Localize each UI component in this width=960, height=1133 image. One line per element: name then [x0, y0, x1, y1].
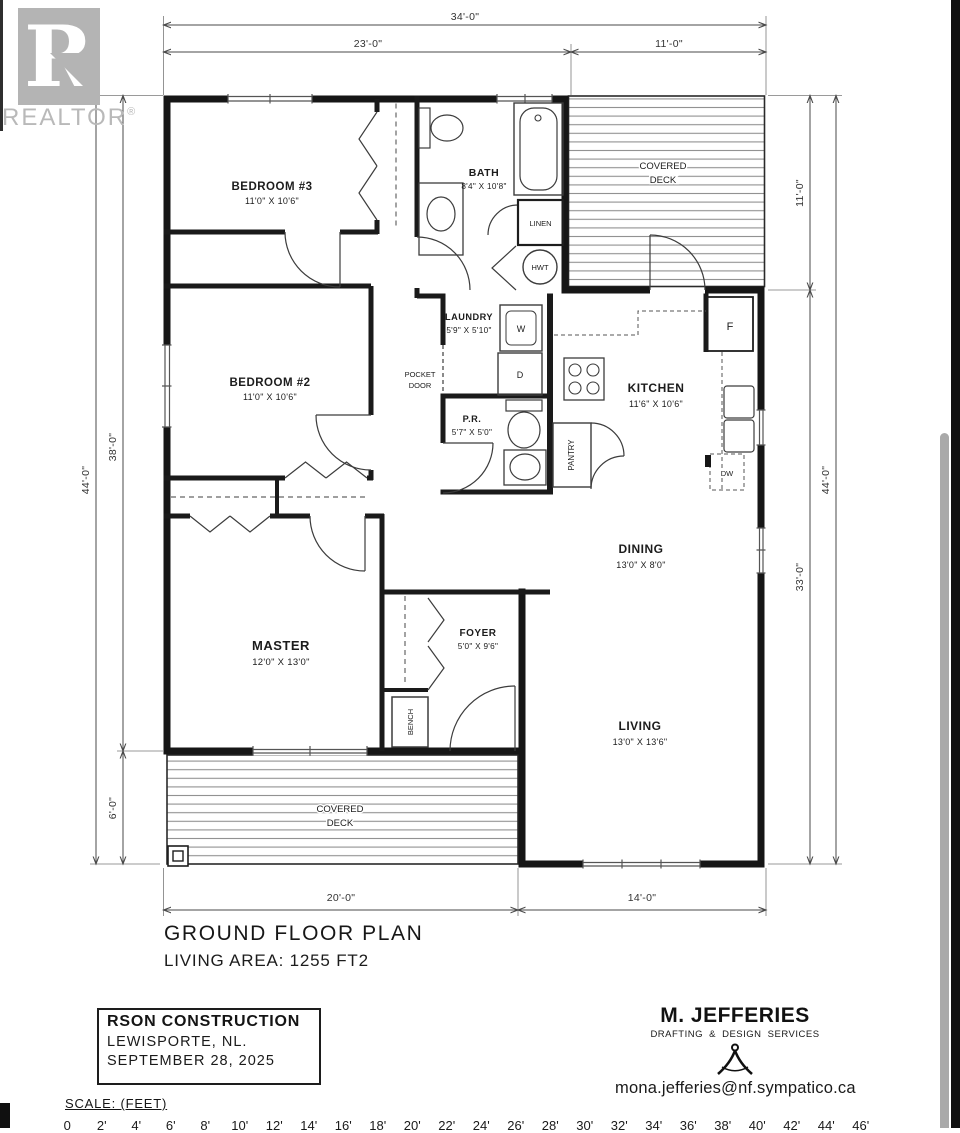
builder-name: RSON CONSTRUCTION	[107, 1013, 301, 1030]
scale-tick: 18'	[369, 1118, 387, 1133]
stove	[564, 358, 604, 400]
label-dining: DINING	[618, 542, 664, 556]
scale-tick: 26'	[507, 1118, 525, 1133]
dims-bath: 8'4" X 10'8"	[461, 182, 507, 191]
dims-bedroom2: 11'0" X 10'6"	[242, 392, 298, 402]
page-title: GROUND FLOOR PLAN	[164, 922, 424, 945]
label-bench: BENCH	[406, 708, 415, 736]
drafting-compass-icon	[710, 1043, 760, 1077]
label-laundry: LAUNDRY	[444, 312, 494, 322]
label-foyer: FOYER	[459, 628, 497, 639]
realtor-logo-r: R	[24, 7, 94, 106]
window-kitchen-east	[757, 410, 766, 445]
dim-bottom-right: 14'-0"	[627, 892, 657, 904]
label-deck-bottom-2: DECK	[326, 818, 354, 829]
window-master	[253, 746, 367, 756]
scale-tick: 24'	[472, 1118, 490, 1133]
scale-ruler	[50, 1118, 878, 1133]
window-bedroom3	[228, 94, 312, 104]
right-edge-bar	[951, 0, 960, 1128]
dims-pr: 5'7" X 5'0"	[451, 428, 493, 437]
dim-top-left: 23'-0"	[353, 38, 383, 50]
door-pantry	[591, 423, 624, 489]
dims-living: 13'0" X 13'6"	[612, 737, 668, 747]
builder-location: LEWISPORTE, NL.	[107, 1034, 248, 1050]
dims-kitchen: 11'6" X 10'6"	[628, 399, 684, 409]
bathtub	[514, 103, 563, 195]
left-edge-bar	[0, 0, 3, 131]
scale-tick: 38'	[714, 1118, 732, 1133]
designer-block	[615, 1004, 855, 1098]
dims-master: 12'0" X 13'0"	[252, 657, 310, 668]
label-pocket-door-1: POCKET	[404, 370, 436, 379]
scale-tick: 0	[63, 1118, 71, 1133]
scale-tick: 20'	[403, 1118, 421, 1133]
dim-left-deck: 6'-0"	[107, 796, 119, 820]
scale-tick: 22'	[438, 1118, 456, 1133]
door-bedroom3	[285, 232, 340, 287]
label-linen: LINEN	[529, 219, 552, 228]
realtor-logo-triangle	[50, 53, 98, 101]
label-dryer: D	[516, 370, 524, 380]
dw-latch	[705, 455, 711, 467]
scale-tick: 16'	[334, 1118, 352, 1133]
label-master: MASTER	[252, 638, 310, 653]
label-bath: BATH	[468, 167, 500, 179]
scale-tick: 34'	[645, 1118, 663, 1133]
window-living	[583, 860, 700, 869]
scale-tick: 2'	[96, 1118, 107, 1133]
page-subtitle: LIVING AREA: 1255 FT2	[164, 951, 369, 970]
window-bedroom2	[162, 345, 172, 427]
dim-top-right: 11'-0"	[655, 38, 683, 50]
label-pantry: PANTRY	[567, 439, 576, 471]
scale-tick: 4'	[131, 1118, 142, 1133]
window-bath	[497, 94, 552, 104]
door-bath	[417, 237, 470, 290]
scale-tick: 30'	[576, 1118, 594, 1133]
scale-tick: 12'	[265, 1118, 283, 1133]
label-pocket-door-2: DOOR	[408, 381, 432, 390]
sink-pr	[504, 450, 546, 485]
label-dishwasher: DW	[720, 469, 734, 478]
scale-tick: 32'	[610, 1118, 628, 1133]
label-fridge: F	[726, 321, 734, 333]
registered-mark: ®	[127, 106, 138, 118]
label-hwt: HWT	[531, 263, 549, 272]
dims-dining: 13'0" X 8'0"	[616, 560, 666, 570]
designer-email: mona.jefferies@nf.sympatico.ca	[615, 1079, 856, 1097]
scale-tick: 6'	[165, 1118, 176, 1133]
plan-date: SEPTEMBER 28, 2025	[107, 1053, 275, 1069]
dims-foyer: 5'0" X 9'6"	[457, 642, 499, 651]
scale-tick: 8'	[200, 1118, 211, 1133]
covered-deck-top	[569, 96, 765, 287]
label-deck-bottom-1: COVERED	[316, 804, 364, 815]
window-dining-east	[757, 528, 766, 573]
bottom-left-edge-block	[0, 1103, 10, 1128]
label-pr: P.R.	[462, 414, 482, 424]
dim-right-lower: 33'-0"	[794, 562, 806, 592]
toilet-bath	[419, 108, 463, 148]
scale-tick: 28'	[541, 1118, 559, 1133]
scale-tick: 36'	[679, 1118, 697, 1133]
scrollbar-thumb[interactable]	[940, 433, 949, 1128]
title-block	[97, 1008, 321, 1085]
dim-top-total: 34'-0"	[450, 11, 480, 23]
label-deck-top-2: DECK	[649, 175, 677, 186]
door-linen	[488, 205, 518, 235]
dim-right-outer: 44'-0"	[820, 465, 832, 495]
designer-name: M. JEFFERIES	[660, 1004, 810, 1027]
dim-left-outer: 44'-0"	[80, 465, 92, 495]
label-living: LIVING	[618, 719, 662, 733]
door-bedroom2	[316, 415, 371, 470]
label-bedroom2: BEDROOM #2	[229, 377, 311, 389]
toilet-pr	[506, 400, 542, 448]
door-hwt	[492, 246, 516, 290]
label-deck-top-1: COVERED	[639, 161, 687, 172]
dim-bottom-left: 20'-0"	[326, 892, 356, 904]
label-bedroom3: BEDROOM #3	[231, 181, 313, 193]
vanity-bath	[419, 183, 463, 255]
door-pr	[443, 443, 493, 493]
label-washer: W	[516, 324, 526, 334]
label-kitchen: KITCHEN	[627, 381, 685, 395]
closet-master-doors	[190, 516, 270, 532]
scale-tick: 14'	[300, 1118, 318, 1133]
door-master	[310, 516, 365, 571]
scale-tick: 44'	[817, 1118, 835, 1133]
realtor-brand: REALTOR	[2, 104, 128, 131]
realtor-logo-block	[18, 8, 100, 105]
closet-foyer-doors	[405, 596, 444, 690]
deck-post	[168, 846, 188, 866]
scale-tick: 40'	[748, 1118, 766, 1133]
scale-tick: 42'	[783, 1118, 801, 1133]
dim-right-upper: 11'-0"	[794, 179, 806, 207]
scale-tick: 10'	[231, 1118, 249, 1133]
dims-bedroom3: 11'0" X 10'6"	[244, 196, 300, 206]
designer-tagline: DRAFTING & DESIGN SERVICES	[650, 1029, 820, 1040]
closet-bedroom3-doors	[359, 104, 396, 229]
realtor-brand-text	[2, 104, 137, 132]
kitchen-sinks	[724, 386, 754, 452]
dim-left-inner: 38'-0"	[107, 432, 119, 462]
scale-tick: 46'	[852, 1118, 870, 1133]
scale-label: SCALE: (FEET)	[65, 1096, 168, 1111]
dims-laundry: 5'9" X 5'10"	[446, 326, 492, 335]
door-front	[450, 686, 515, 751]
